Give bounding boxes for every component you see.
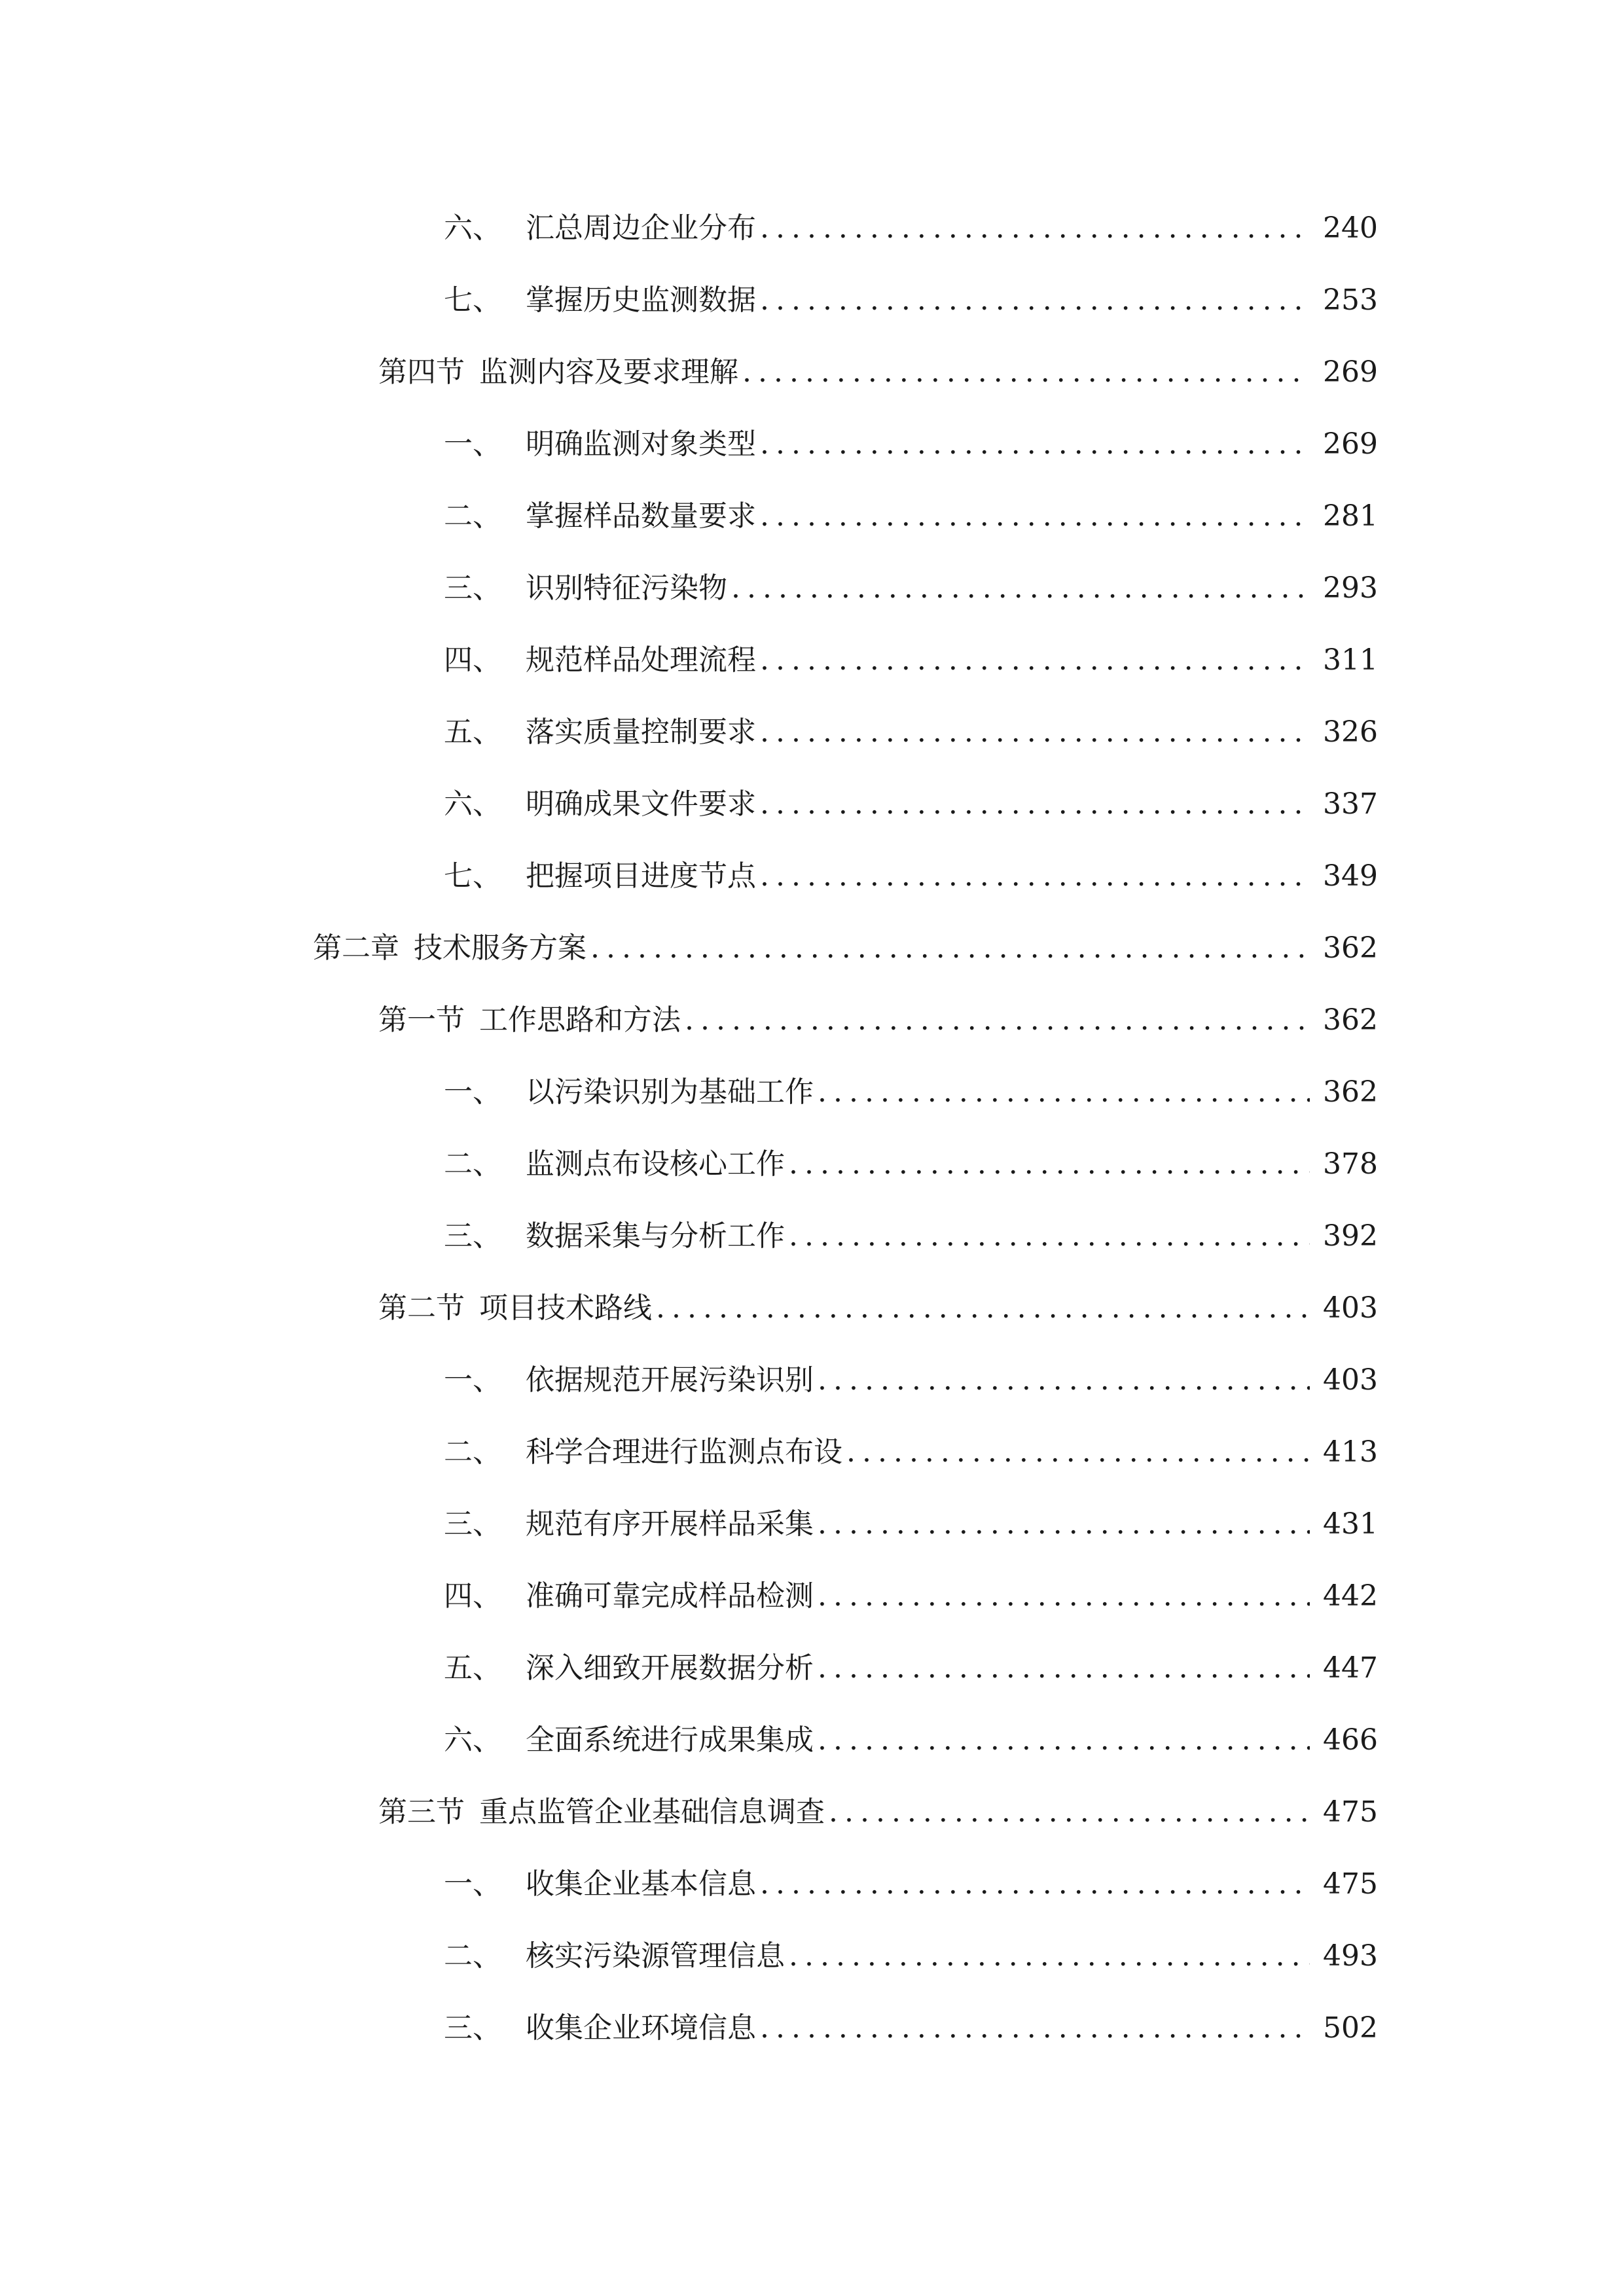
toc-entry-title: 监测点布设核心工作 xyxy=(526,1147,785,1181)
toc-entry[interactable] xyxy=(444,1069,1378,1115)
dot-leader xyxy=(756,206,1310,251)
toc-entry[interactable] xyxy=(444,637,1378,683)
toc-entry-number: 第一节 xyxy=(378,1003,465,1037)
toc-entry[interactable] xyxy=(444,1717,1378,1763)
toc-entry-title: 落实质量控制要求 xyxy=(526,715,756,749)
dot-leader xyxy=(756,278,1310,323)
toc-entry-number: 三、 xyxy=(444,1219,501,1253)
dot-leader xyxy=(825,1789,1310,1835)
toc-entry[interactable] xyxy=(444,2005,1378,2051)
toc-entry[interactable] xyxy=(444,853,1378,899)
toc-entry-title: 监测内容及要求理解 xyxy=(479,355,738,389)
toc-entry-title: 全面系统进行成果集成 xyxy=(526,1723,814,1757)
toc-entry-number: 六、 xyxy=(444,787,501,821)
toc-entry[interactable] xyxy=(444,422,1378,467)
toc-entry[interactable] xyxy=(444,1573,1378,1619)
dot-leader xyxy=(681,997,1310,1043)
toc-entry[interactable] xyxy=(444,1141,1378,1187)
toc-entry[interactable] xyxy=(444,1645,1378,1691)
dot-leader xyxy=(727,565,1310,611)
toc-entry-number: 一、 xyxy=(444,1075,501,1109)
toc-entry-page: 403 xyxy=(1323,1291,1378,1325)
toc-entry-number: 二、 xyxy=(444,1939,501,1973)
dot-leader xyxy=(756,1861,1310,1907)
toc-entry-title: 数据采集与分析工作 xyxy=(526,1219,785,1253)
toc-entry-number: 三、 xyxy=(444,2011,501,2045)
toc-entry[interactable] xyxy=(378,1285,1378,1331)
toc-entry-page: 392 xyxy=(1323,1219,1378,1253)
toc-entry-number: 二、 xyxy=(444,1147,501,1181)
toc-entry[interactable] xyxy=(444,1429,1378,1475)
toc-entry-title: 明确成果文件要求 xyxy=(526,787,756,821)
toc-entry-title: 把握项目进度节点 xyxy=(526,859,756,893)
toc-entry-number: 二、 xyxy=(444,499,501,533)
toc-entry[interactable] xyxy=(444,1357,1378,1403)
toc-entry-title: 项目技术路线 xyxy=(479,1291,652,1325)
toc-entry-title: 掌握历史监测数据 xyxy=(526,283,756,317)
toc-entry-page: 349 xyxy=(1323,859,1378,893)
toc-entry-title: 收集企业环境信息 xyxy=(526,2011,756,2045)
toc-entry-page: 240 xyxy=(1323,211,1378,245)
dot-leader xyxy=(785,1213,1310,1259)
toc-entry[interactable] xyxy=(444,709,1378,755)
dot-leader xyxy=(785,1141,1310,1187)
toc-entry-title: 掌握样品数量要求 xyxy=(526,499,756,533)
toc-entry[interactable] xyxy=(378,997,1378,1043)
dot-leader xyxy=(586,925,1310,971)
toc-entry-title: 核实污染源管理信息 xyxy=(526,1939,785,1973)
toc-entry[interactable] xyxy=(444,565,1378,611)
dot-leader xyxy=(756,637,1310,683)
toc-entry-page: 413 xyxy=(1323,1435,1378,1469)
toc-entry-number: 第四节 xyxy=(378,355,465,389)
toc-entry[interactable] xyxy=(444,493,1378,539)
toc-entry-page: 269 xyxy=(1323,355,1378,389)
toc-entry-title: 工作思路和方法 xyxy=(479,1003,681,1037)
toc-entry[interactable] xyxy=(313,925,1378,971)
dot-leader xyxy=(738,350,1310,395)
toc-entry-number: 三、 xyxy=(444,571,501,605)
dot-leader xyxy=(756,781,1310,827)
toc-entry-title: 依据规范开展污染识别 xyxy=(526,1363,814,1397)
toc-entry-number: 四、 xyxy=(444,643,501,677)
dot-leader xyxy=(756,709,1310,755)
toc-entry-number: 五、 xyxy=(444,1651,501,1685)
toc-entry-page: 326 xyxy=(1323,715,1378,749)
toc-entry-number: 五、 xyxy=(444,715,501,749)
toc-entry-number: 第二节 xyxy=(378,1291,465,1325)
toc-entry-page: 403 xyxy=(1323,1363,1378,1397)
dot-leader xyxy=(814,1573,1310,1619)
toc-entry[interactable] xyxy=(444,1501,1378,1547)
toc-entry-number: 一、 xyxy=(444,1867,501,1901)
toc-entry-title: 识别特征污染物 xyxy=(526,571,727,605)
toc-entry[interactable] xyxy=(444,1861,1378,1907)
toc-entry-page: 466 xyxy=(1323,1723,1378,1757)
dot-leader xyxy=(814,1501,1310,1547)
toc-entry[interactable] xyxy=(444,1933,1378,1979)
toc-entry-title: 技术服务方案 xyxy=(414,931,586,965)
toc-entry-page: 293 xyxy=(1323,571,1378,605)
toc-entry[interactable] xyxy=(444,278,1378,323)
toc-entry-title: 收集企业基本信息 xyxy=(526,1867,756,1901)
dot-leader xyxy=(814,1069,1310,1115)
toc-entry-number: 七、 xyxy=(444,859,501,893)
toc-entry-number: 一、 xyxy=(444,427,501,461)
toc-entry-page: 502 xyxy=(1323,2011,1378,2045)
dot-leader xyxy=(756,853,1310,899)
toc-entry[interactable] xyxy=(444,206,1378,251)
toc-entry-title: 准确可靠完成样品检测 xyxy=(526,1579,814,1613)
toc-entry-number: 三、 xyxy=(444,1507,501,1541)
toc-entry-number: 七、 xyxy=(444,283,501,317)
toc-entry-title: 重点监管企业基础信息调查 xyxy=(479,1795,825,1829)
toc-entry-page: 475 xyxy=(1323,1795,1378,1829)
toc-entry-title: 规范有序开展样品采集 xyxy=(526,1507,814,1541)
toc-entry-page: 378 xyxy=(1323,1147,1378,1181)
toc-entry-title: 深入细致开展数据分析 xyxy=(526,1651,814,1685)
dot-leader xyxy=(842,1429,1310,1475)
toc-entry-page: 431 xyxy=(1323,1507,1378,1541)
toc-entry[interactable] xyxy=(378,1789,1378,1835)
toc-entry-number: 第三节 xyxy=(378,1795,465,1829)
toc-entry-number: 六、 xyxy=(444,211,501,245)
dot-leader xyxy=(814,1357,1310,1403)
toc-entry-page: 475 xyxy=(1323,1867,1378,1901)
dot-leader xyxy=(814,1717,1310,1763)
toc-entry-page: 442 xyxy=(1323,1579,1378,1613)
toc-entry-page: 447 xyxy=(1323,1651,1378,1685)
toc-entry-page: 362 xyxy=(1323,1075,1378,1109)
toc-entry-page: 281 xyxy=(1323,499,1378,533)
toc-entry-number: 二、 xyxy=(444,1435,501,1469)
toc-entry-number: 四、 xyxy=(444,1579,501,1613)
toc-entry-page: 362 xyxy=(1323,1003,1378,1037)
dot-leader xyxy=(814,1645,1310,1691)
dot-leader xyxy=(756,2005,1310,2051)
toc-entry-title: 汇总周边企业分布 xyxy=(526,211,756,245)
dot-leader xyxy=(652,1285,1310,1331)
dot-leader xyxy=(756,493,1310,539)
toc-entry-number: 六、 xyxy=(444,1723,501,1757)
dot-leader xyxy=(756,422,1310,467)
toc-entry[interactable] xyxy=(444,781,1378,827)
dot-leader xyxy=(785,1933,1310,1979)
toc-entry-title: 明确监测对象类型 xyxy=(526,427,756,461)
toc-entry-page: 311 xyxy=(1323,643,1378,677)
toc-entry[interactable] xyxy=(444,1213,1378,1259)
toc-entry-page: 269 xyxy=(1323,427,1378,461)
toc-entry-page: 253 xyxy=(1323,283,1378,317)
toc-entry-page: 362 xyxy=(1323,931,1378,965)
toc-entry-number: 一、 xyxy=(444,1363,501,1397)
toc-entry-page: 493 xyxy=(1323,1939,1378,1973)
toc-entry-number: 第二章 xyxy=(313,931,399,965)
toc-entry-title: 规范样品处理流程 xyxy=(526,643,756,677)
toc-entry-title: 科学合理进行监测点布设 xyxy=(526,1435,842,1469)
toc-entry-page: 337 xyxy=(1323,787,1378,821)
toc-entry[interactable] xyxy=(378,350,1378,395)
toc-entry-title: 以污染识别为基础工作 xyxy=(526,1075,814,1109)
